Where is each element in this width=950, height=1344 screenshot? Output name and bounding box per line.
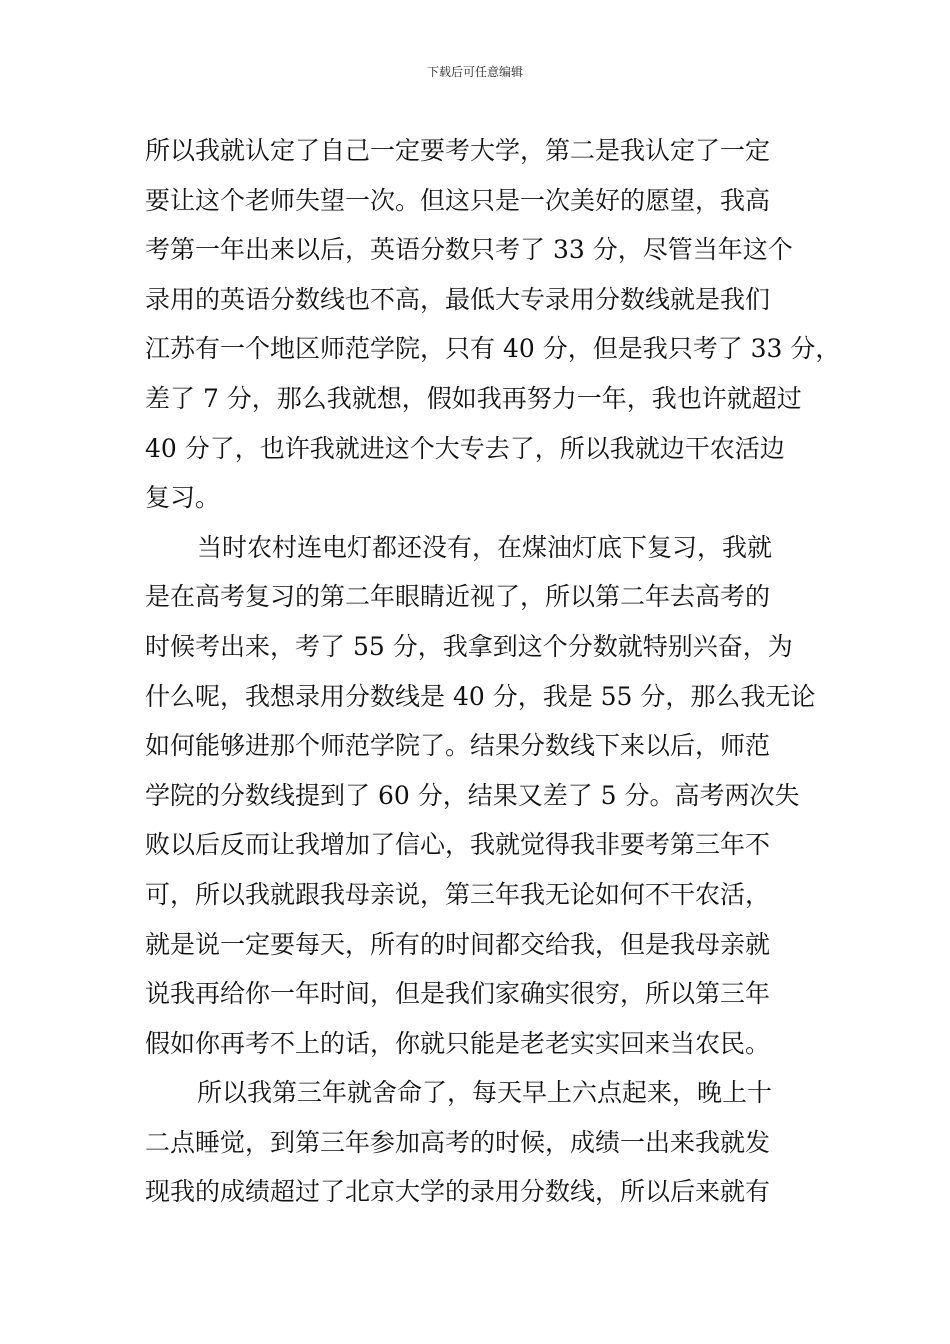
text-line: 二点睡觉，到第三年参加高考的时候，成绩一出来我就发 bbox=[145, 1127, 771, 1157]
text-line: 考第一年出来以后，英语分数只考了 33 分，尽管当年这个 bbox=[145, 235, 793, 265]
page-header: 下载后可任意编辑 bbox=[426, 65, 523, 79]
text-line: 可，所以我就跟我母亲说，第三年我无论如何不干农活， bbox=[145, 879, 771, 909]
text-line: 时候考出来，考了 55 分，我拿到这个分数就特别兴奋，为 bbox=[145, 631, 793, 661]
text-line: 40 分了，也许我就进这个大专去了，所以我就边干农活边 bbox=[145, 433, 785, 463]
text-line: 学院的分数线提到了 60 分，结果又差了 5 分。高考两次失 bbox=[145, 780, 800, 810]
text-line: 败以后反而让我增加了信心，我就觉得我非要考第三年不 bbox=[145, 830, 771, 860]
text-line: 要让这个老师失望一次。但这只是一次美好的愿望，我高 bbox=[145, 185, 771, 215]
text-line: 现我的成绩超过了北京大学的录用分数线，所以后来就有 bbox=[145, 1177, 771, 1207]
text-line: 是在高考复习的第二年眼睛近视了，所以第二年去高考的 bbox=[145, 582, 771, 612]
text-line: 所以我第三年就舍命了，每天早上六点起来，晚上十 bbox=[197, 1078, 773, 1108]
text-line: 就是说一定要每天，所有的时间都交给我，但是我母亲就 bbox=[145, 929, 771, 959]
text-line: 说我再给你一年时间，但是我们家确实很穷，所以第三年 bbox=[145, 979, 771, 1009]
text-line: 假如你再考不上的话，你就只能是老老实实回来当农民。 bbox=[145, 1028, 771, 1058]
text-line: 江苏有一个地区师范学院，只有 40 分，但是我只考了 33 分， bbox=[145, 334, 841, 364]
text-line: 复习。 bbox=[145, 483, 221, 513]
text-line: 差了 7 分，那么我就想，假如我再努力一年，我也许就超过 bbox=[145, 383, 802, 413]
text-line: 所以我就认定了自己一定要考大学，第二是我认定了一定 bbox=[145, 136, 771, 165]
document-body bbox=[145, 126, 841, 1217]
text-line: 当时农村连电灯都还没有，在煤油灯底下复习，我就 bbox=[197, 532, 773, 562]
text-line: 录用的英语分数线也不高，最低大专录用分数线就是我们 bbox=[145, 284, 771, 314]
text-line: 什么呢，我想录用分数线是 40 分，我是 55 分，那么我无论 bbox=[145, 681, 816, 711]
text-line: 如何能够进那个师范学院了。结果分数线下来以后，师范 bbox=[145, 731, 771, 761]
